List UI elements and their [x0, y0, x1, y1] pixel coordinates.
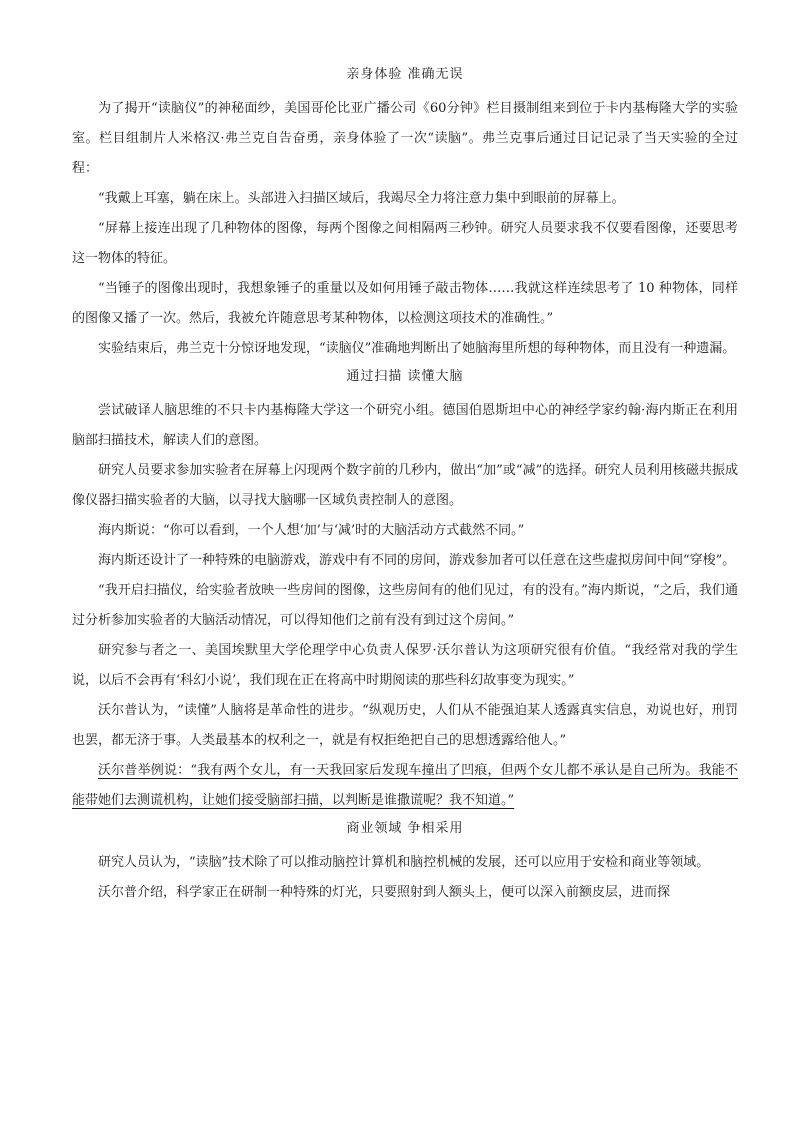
- section-heading: 亲身体验 准确无误: [346, 67, 464, 82]
- paragraph: 实验结束后，弗兰克十分惊讶地发现，“读脑仪”准确地判断出了她脑海里所想的每种物体，而且没有一种遗漏。: [98, 341, 736, 356]
- document-page: [72, 64, 738, 910]
- paragraph: “我开启扫描仪，给实验者放映一些房间的图像，这些房间有的他们见过，有的没有。”海内斯说，“之后，我们通过分析参加实验者的大脑活动情况，可以得知他们之前有没有到过这个房间。”: [72, 583, 738, 628]
- section-heading: 商业领域 争相采用: [346, 821, 464, 836]
- paragraph: 为了揭开“读脑仪”的神秘面纱，美国哥伦比亚广播公司《60分钟》栏目摄制组来到位于卡内基梅隆大学的实验室。栏目组制片人米格汉·弗兰克自告奋勇，亲身体验了一次“读脑”。弗兰克事后通过日记记录了当天实验的全过程：: [72, 101, 738, 176]
- section-brain-scanning: [72, 366, 738, 816]
- paragraph: 沃尔普认为，“读懂”人脑将是革命性的进步。“纵观历史，人们从不能强迫某人透露真实信息，劝说也好，刑罚也罢，都无济于事。人类最基本的权利之一，就是有权拒绝把自己的思想透露给他人。”: [72, 703, 738, 748]
- paragraph: 海内斯说：“你可以看到，一个人想‘加’与‘减’时的大脑活动方式截然不同。”: [98, 523, 525, 538]
- section-commercial-use: [72, 818, 738, 908]
- underlined-paragraph: 沃尔普举例说：“我有两个女儿，有一天我回家后发现车撞出了凹痕，但两个女儿都不承认是自己所为。我能不能带她们去测谎机构，让她们接受脑部扫描，以判断是谁撒谎呢？我不知道。”: [72, 763, 738, 808]
- paragraph: 尝试破译人脑思维的不只卡内基梅隆大学这一个研究小组。德国伯恩斯坦中心的神经学家约翰·海内斯正在利用脑部扫描技术，解读人们的意图。: [72, 403, 738, 448]
- paragraph: “屏幕上接连出现了几种物体的图像，每两个图像之间相隔两三秒钟。研究人员要求我不仅要看图像，还要思考这一物体的特征。: [72, 221, 738, 266]
- paragraph: 沃尔普介绍，科学家正在研制一种特殊的灯光，只要照射到人额头上，便可以深入前额皮层，进而探: [98, 885, 671, 900]
- paragraph: 研究人员认为，“读脑”技术除了可以推动脑控计算机和脑控机械的发展，还可以应用于安检和商业等领域。: [98, 855, 710, 870]
- paragraph: 海内斯还设计了一种特殊的电脑游戏，游戏中有不同的房间，游戏参加者可以任意在这些虚拟房间中间“穿梭”。: [98, 553, 736, 568]
- section-heading: 通过扫描 读懂大脑: [346, 369, 464, 384]
- paragraph: “当锤子的图像出现时，我想象锤子的重量以及如何用锤子敲击物体……我就这样连续思考了 10 种物体，同样的图像又播了一次。然后，我被允许随意思考某种物体，以检测这项技术的准确性。”: [72, 281, 738, 326]
- paragraph: 研究人员要求参加实验者在屏幕上闪现两个数字前的几秒内，做出“加”或“减”的选择。研究人员利用核磁共振成像仪器扫描实验者的大脑，以寻找大脑哪一区域负责控制人的意图。: [72, 463, 738, 508]
- section-personal-experience: [72, 64, 738, 364]
- paragraph: “我戴上耳塞，躺在床上。头部进入扫描区域后，我竭尽全力将注意力集中到眼前的屏幕上。: [98, 191, 625, 206]
- paragraph: 研究参与者之一、美国埃默里大学伦理学中心负责人保罗·沃尔普认为这项研究很有价值。“我经常对我的学生说，以后不会再有‘科幻小说’，我们现在正在将高中时期阅读的那些科幻故事变为现实。”: [72, 643, 738, 688]
